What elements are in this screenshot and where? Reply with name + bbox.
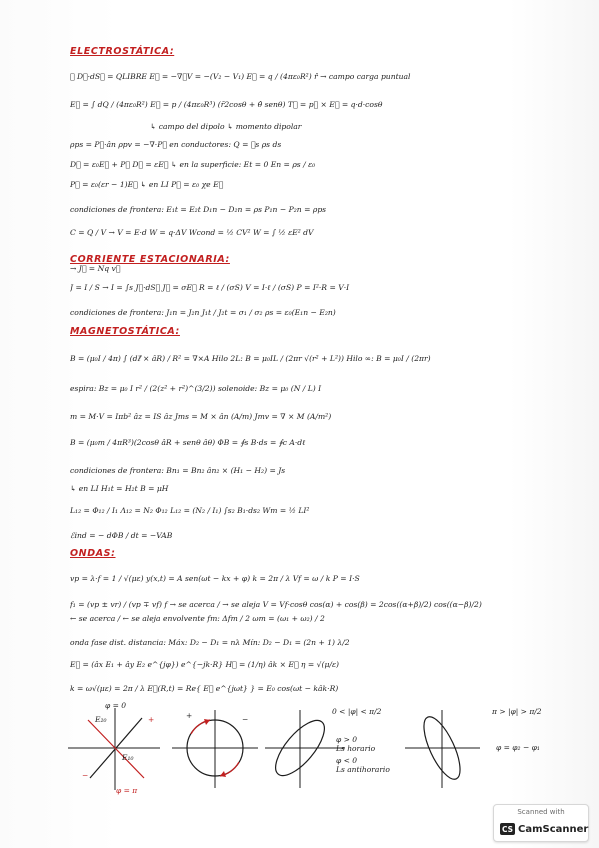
label-minus: − [242,715,249,724]
formula-line: condiciones de frontera: Bn₁ = Bn₂ ân₂ × (H₁ − H₂) = Js [70,466,286,475]
label-phi-difference: φ = φ₂ − φ₁ [496,743,540,752]
camscanner-badge [493,804,589,842]
formula-line: → J⃗ = Nq v⃗ [70,264,121,273]
label-horario: Ls horario [336,744,376,753]
formula-line: C = Q / V → V = E·d W = q·ΔV Wcond = ½ CV² W = ∫ ½ εE² dV [70,228,314,237]
formula-note: ↳ campo del dipolo ↳ momento dipolar [150,122,302,131]
formula-line: E⃗ = ∫ dQ / (4πε₀R²) E⃗ = p / (4πε₀R³) (ȓ2cosθ + θ̂ senθ) T⃗ = p⃗ × E⃗ = q·d·cosθ [70,100,383,109]
elliptical-polarization-diagram-2 [405,707,542,788]
formula-line: ρps = P⃗·ân ρpv = −∇·P⃗ en conductores: Q = ∮s ρs ds [70,140,282,149]
badge-caption: Scanned with [517,808,565,816]
label-condition: 0 < |φ| < π/2 [332,707,382,716]
label-antihorario: Ls antihorario [336,765,390,774]
formula-line: L₁₂ = Φ₁₂ / I₁ Λ₁₂ = N₂ Φ₁₂ L₁₂ = (N₂ / I₁) ∫s₂ B₁·ds₂ Wm = ½ LI² [70,506,310,515]
formula-line: ℰind = − dΦB / dt = −VAB [70,531,173,540]
elliptical-polarization-diagram [265,707,390,788]
circular-polarization-diagram [172,710,258,788]
formula-line: onda fase dist. distancia: Máx: D₂ − D₁ = nλ Mín: D₂ − D₁ = (2n + 1) λ/2 [70,638,350,647]
label-condition: π > |φ| > π/2 [492,707,542,716]
formula-line: f₁ = (vp ± vr) / (vp ∓ vf) f → se acerca / → se aleja V = Vf·cosθ cos(α) + cos(β) = 2cos((α+β)/2) cos((α−β)/2) [70,600,482,609]
formula-line: espira: Bz = μ₀ I r² / (2(z² + r²)^(3/2)) solenoide: Bz = μ₀ (N / L) I [70,384,322,393]
formula-line: B = (μ₀m / 4πR³)(2cosθ âR + senθ âθ) ΦB = ∮s B·ds = ∮c A·dℓ [70,438,306,447]
label-e20: E₂₀ [95,715,107,724]
formula-line: B = (μ₀I / 4π) ∫ (dℓ⃗ × âR) / R² = ∇×A Hilo 2L: B = μ₀IL / (2πr √(r² + L²)) Hilo ∞: B = μ₀I / (2πr) [70,354,431,363]
heading-ondas: ONDAS: [70,548,116,559]
polarization-diagrams [60,700,590,795]
label-phi-negative: φ < 0 [336,756,358,765]
heading-magnetostatica: MAGNETOSTÁTICA: [70,326,180,337]
heading-corriente-estacionaria: CORRIENTE ESTACIONARIA: [70,254,230,265]
formula-line: ∮ D⃗·dS⃗ = QLIBRE E⃗ = −∇⃗V = −(V₂ − V₁) E⃗ = q / (4πε₀R²) r̂ → campo carga puntual [70,72,411,81]
formula-line: m = M·V = Iπb² âz = IS âz Jms = M × ân (A/m) Jmv = ∇ × M (A/m²) [70,412,332,421]
label-e10: E₁₀ [122,753,134,762]
formula-line: D⃗ = ε₀E⃗ + P⃗ D⃗ = εE⃗ ↳ en la superficie: Et = 0 En = ρs / ε₀ [70,160,316,169]
camscanner-name: CamScanner [518,823,589,835]
label-phi-positive: φ > 0 [336,735,358,744]
label-plus: + [148,715,155,724]
heading-electrostatica: ELECTROSTÁTICA: [70,46,175,57]
camscanner-icon: CS [501,824,514,834]
formula-line: k = ω√(με) = 2π / λ E⃗(R,t) = Re{ E⃗ e^{jωt} } = E₀ cos(ωt − kâk·R) [70,684,339,693]
formula-line: J = I / S → I = ∫s J⃗·dS⃗ J⃗ = σE⃗ R = ℓ / (σS) V = I·ℓ / (σS) P = I²·R = V·I [70,283,350,292]
formula-line: vp = λ·f = 1 / √(με) y(x,t) = A sen(ωt − kx + φ) k = 2π / λ Vf = ω / k P = I·S [70,574,360,583]
label-phi-zero: φ = 0 [105,701,127,710]
label-minus: − [82,771,89,780]
formula-line: condiciones de frontera: J₁n = J₂n J₁t / J₂t = σ₁ / σ₂ ρs = ε₀(E₁n − E₂n) [70,308,336,317]
linear-polarization-diagram [68,701,160,795]
formula-line: ← se acerca / ← se aleja envolvente fm: Δfm / 2 ωm = (ω₁ + ω₂) / 2 [70,614,325,623]
label-phi-pi: φ = π [116,786,138,795]
label-plus: + [186,711,193,720]
formula-line: P⃗ = ε₀(εr − 1)E⃗ ↳ en LI P⃗ = ε₀ χe E⃗ [70,180,224,189]
badge-brand [500,822,588,836]
formula-line: E⃗ = (âx E₁ + ây E₂ e^{jφ}) e^{−jk·R} H⃗ = (1/η) âk × E⃗ η = √(μ/ε) [70,660,339,669]
formula-line: ↳ en LI H₁t = H₂t B = μH [70,484,169,493]
formula-line: condiciones de frontera: E₁t = E₂t D₁n − D₂n = ρs P₁n − P₂n = ρps [70,205,327,214]
